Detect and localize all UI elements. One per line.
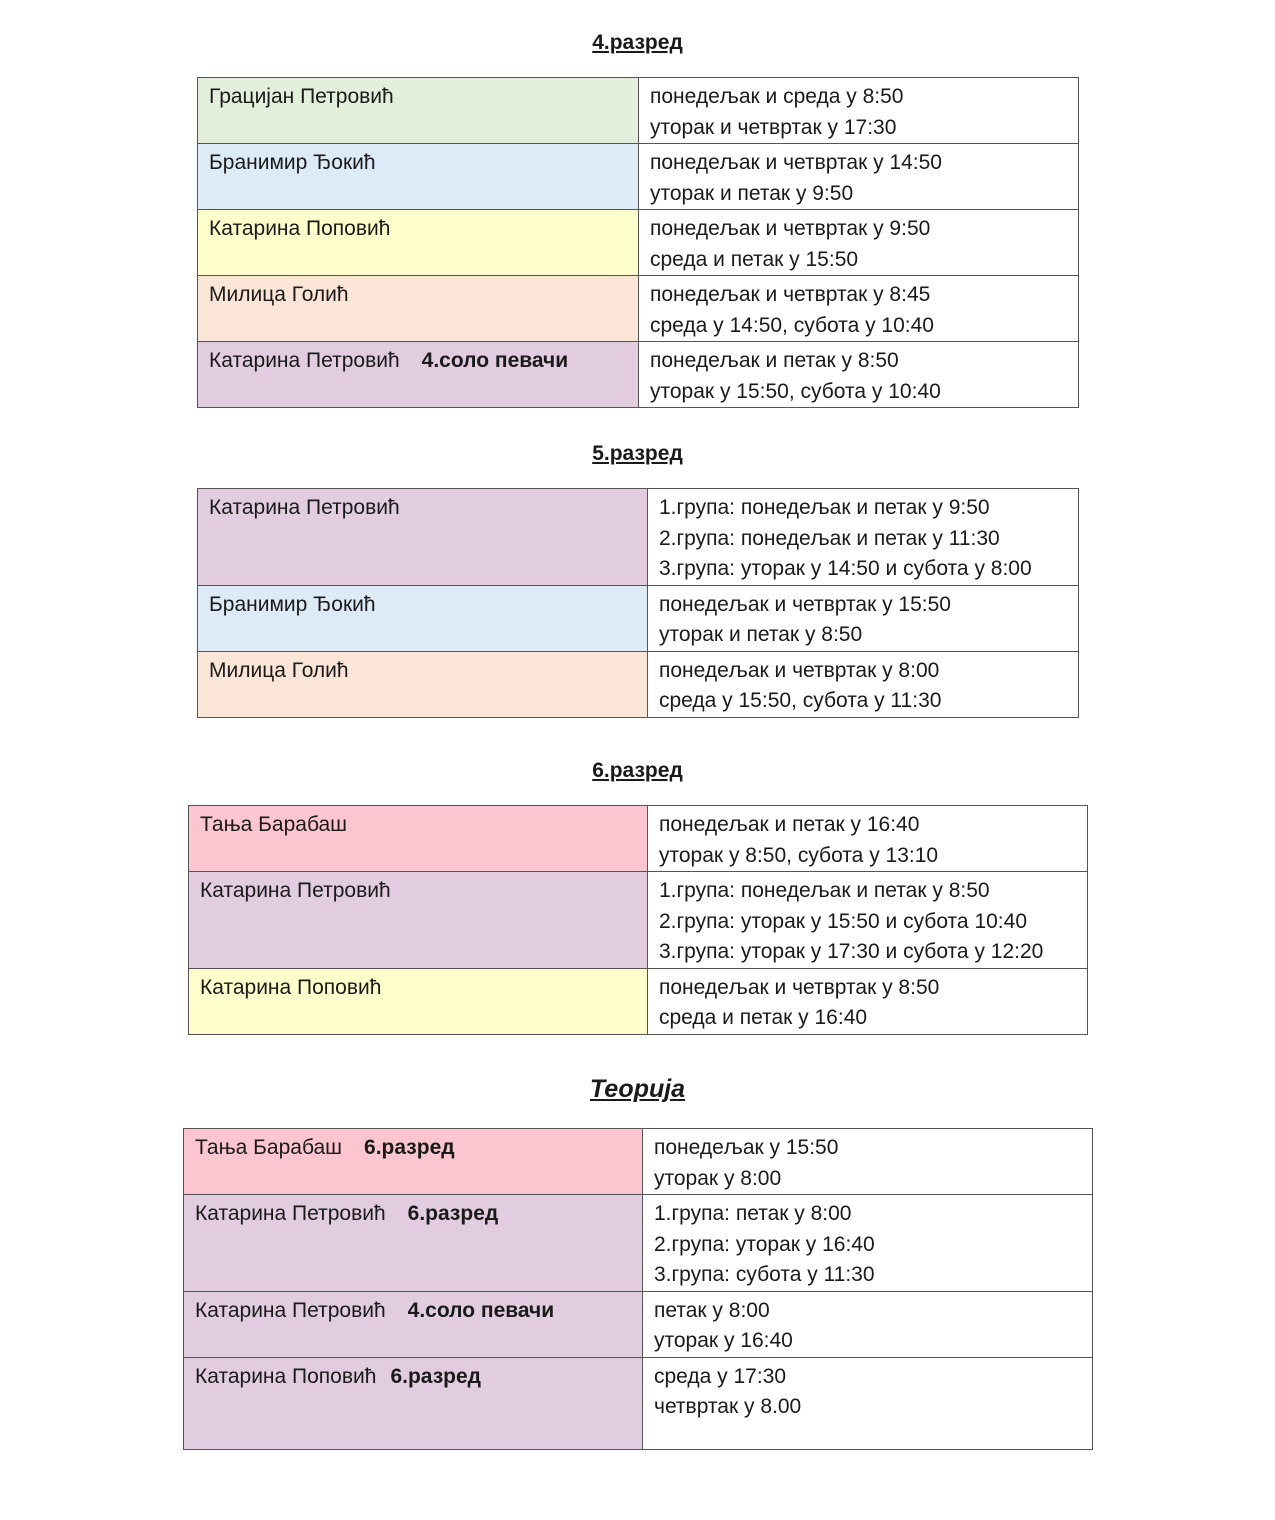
teacher-cell — [198, 144, 639, 210]
times-cell — [648, 489, 1079, 586]
time-line: понедељак и четвртак у 8:45 — [650, 283, 931, 306]
times-cell — [639, 276, 1079, 342]
times-cell — [639, 342, 1079, 408]
time-line: четвртак у 8.00 — [654, 1395, 802, 1418]
teacher-cell — [184, 1291, 643, 1357]
time-line: понедељак и четвртак у 9:50 — [650, 217, 931, 240]
table-row — [184, 1291, 1093, 1357]
table-row — [198, 489, 1079, 586]
table-row — [198, 342, 1079, 408]
table-row — [189, 806, 1088, 872]
time-line: понедељак и среда у 8:50 — [650, 85, 904, 108]
table-row — [184, 1357, 1093, 1449]
time-line: 2.група: понедељак и петак у 11:30 — [659, 526, 1000, 550]
time-line: среда и петак у 15:50 — [650, 247, 859, 271]
group-tag: 4.соло певачи — [421, 349, 569, 372]
teacher-name: Катарина Петровић — [195, 1298, 386, 1322]
schedule-table-4 — [197, 77, 1079, 408]
times-cell — [643, 1195, 1093, 1292]
group-tag: 6.разред — [390, 1364, 481, 1388]
time-line: 1.група: понедељак и петак у 9:50 — [659, 496, 990, 519]
teacher-cell — [198, 489, 648, 586]
times-cell — [639, 144, 1079, 210]
teacher-cell — [198, 651, 648, 717]
times-cell — [648, 651, 1079, 717]
times-cell — [648, 872, 1088, 969]
table-row — [198, 78, 1079, 144]
section-heading-5: 5.разред — [592, 442, 683, 465]
time-line: 1.група: понедељак и петак у 8:50 — [659, 879, 990, 902]
times-cell — [639, 210, 1079, 276]
times-cell — [648, 968, 1088, 1034]
table-row — [184, 1195, 1093, 1292]
time-line: среда у 14:50, субота у 10:40 — [650, 313, 934, 337]
teacher-name: Катарина Петровић — [209, 496, 400, 519]
teacher-name: Катарина Поповић — [200, 975, 382, 999]
time-line: уторак и четвртак у 17:30 — [650, 115, 897, 139]
teacher-name: Катарина Петровић — [200, 879, 391, 902]
time-line: 3.група: уторак у 17:30 и субота у 12:20 — [659, 940, 1044, 963]
time-line: уторак и петак у 9:50 — [650, 181, 854, 205]
teacher-cell — [184, 1195, 643, 1292]
section-heading-6: 6.разред — [592, 759, 683, 782]
teacher-cell — [198, 276, 639, 342]
time-line: 2.група: уторак у 16:40 — [654, 1232, 875, 1256]
table-row — [198, 585, 1079, 651]
group-tag: 6.разред — [407, 1202, 499, 1225]
teacher-cell — [189, 806, 648, 872]
group-tag: 6.разред — [364, 1136, 455, 1159]
teacher-cell — [198, 78, 639, 144]
time-line: уторак у 8:50, субота у 13:10 — [659, 843, 939, 867]
time-line: уторак у 15:50, субота у 10:40 — [650, 379, 941, 403]
teacher-name: Милица Голић — [209, 658, 349, 682]
teacher-name: Катарина Поповић — [209, 217, 391, 240]
teacher-name: Катарина Петровић — [209, 349, 400, 372]
time-line: среда у 15:50, субота у 11:30 — [659, 689, 942, 712]
schedule-table-5 — [197, 488, 1079, 718]
teacher-name: Тања Барабаш — [195, 1136, 343, 1159]
teacher-name: Милица Голић — [209, 283, 349, 306]
teacher-name: Грацијан Петровић — [209, 85, 394, 108]
time-line: понедељак и четвртак у 15:50 — [659, 592, 951, 616]
time-line: понедељак и четвртак у 14:50 — [650, 151, 942, 174]
time-line: 3.група: уторак у 14:50 и субота у 8:00 — [659, 557, 1032, 580]
table-row — [198, 144, 1079, 210]
time-line: уторак и петак у 8:50 — [659, 623, 863, 646]
time-line: уторак у 16:40 — [654, 1329, 793, 1352]
table-row — [184, 1129, 1093, 1195]
schedule-table-6 — [188, 805, 1088, 1035]
table-row — [198, 651, 1079, 717]
teacher-name: Бранимир Ђокић — [209, 151, 376, 174]
teacher-cell — [184, 1357, 643, 1449]
teacher-name: Катарина Поповић — [195, 1364, 377, 1388]
time-line: понедељак и четвртак у 8:00 — [659, 658, 940, 682]
times-cell — [648, 806, 1088, 872]
time-line: 1.група: петак у 8:00 — [654, 1202, 852, 1225]
time-line: понедељак у 15:50 — [654, 1136, 839, 1159]
times-cell — [643, 1129, 1093, 1195]
time-line: понедељак и петак у 16:40 — [659, 813, 920, 836]
teacher-name: Тања Барабаш — [200, 813, 348, 836]
group-tag: 4.соло певачи — [407, 1298, 555, 1322]
time-line: 3.група: субота у 11:30 — [654, 1263, 875, 1286]
table-row — [189, 968, 1088, 1034]
teacher-cell — [198, 342, 639, 408]
time-line: понедељак и четвртак у 8:50 — [659, 975, 940, 999]
section-heading-4: 4.разред — [592, 31, 683, 54]
table-row — [189, 872, 1088, 969]
teacher-cell — [198, 585, 648, 651]
time-line: понедељак и петак у 8:50 — [650, 349, 899, 372]
teacher-cell — [189, 872, 648, 969]
times-cell — [643, 1291, 1093, 1357]
time-line: среда у 17:30 — [654, 1364, 787, 1388]
time-line: петак у 8:00 — [654, 1298, 770, 1322]
table-row — [198, 276, 1079, 342]
teacher-name: Бранимир Ђокић — [209, 592, 376, 616]
teacher-cell — [198, 210, 639, 276]
time-line: 2.група: уторак у 15:50 и субота 10:40 — [659, 909, 1027, 933]
table-row — [198, 210, 1079, 276]
teacher-cell — [184, 1129, 643, 1195]
time-line: среда и петак у 16:40 — [659, 1006, 868, 1029]
times-cell — [639, 78, 1079, 144]
time-line: уторак у 8:00 — [654, 1166, 782, 1190]
times-cell — [648, 585, 1079, 651]
teacher-name: Катарина Петровић — [195, 1202, 386, 1225]
section-heading-theory: Теорија — [589, 1075, 686, 1103]
schedule-table-theory — [183, 1128, 1093, 1450]
teacher-cell — [189, 968, 648, 1034]
times-cell — [643, 1357, 1093, 1449]
